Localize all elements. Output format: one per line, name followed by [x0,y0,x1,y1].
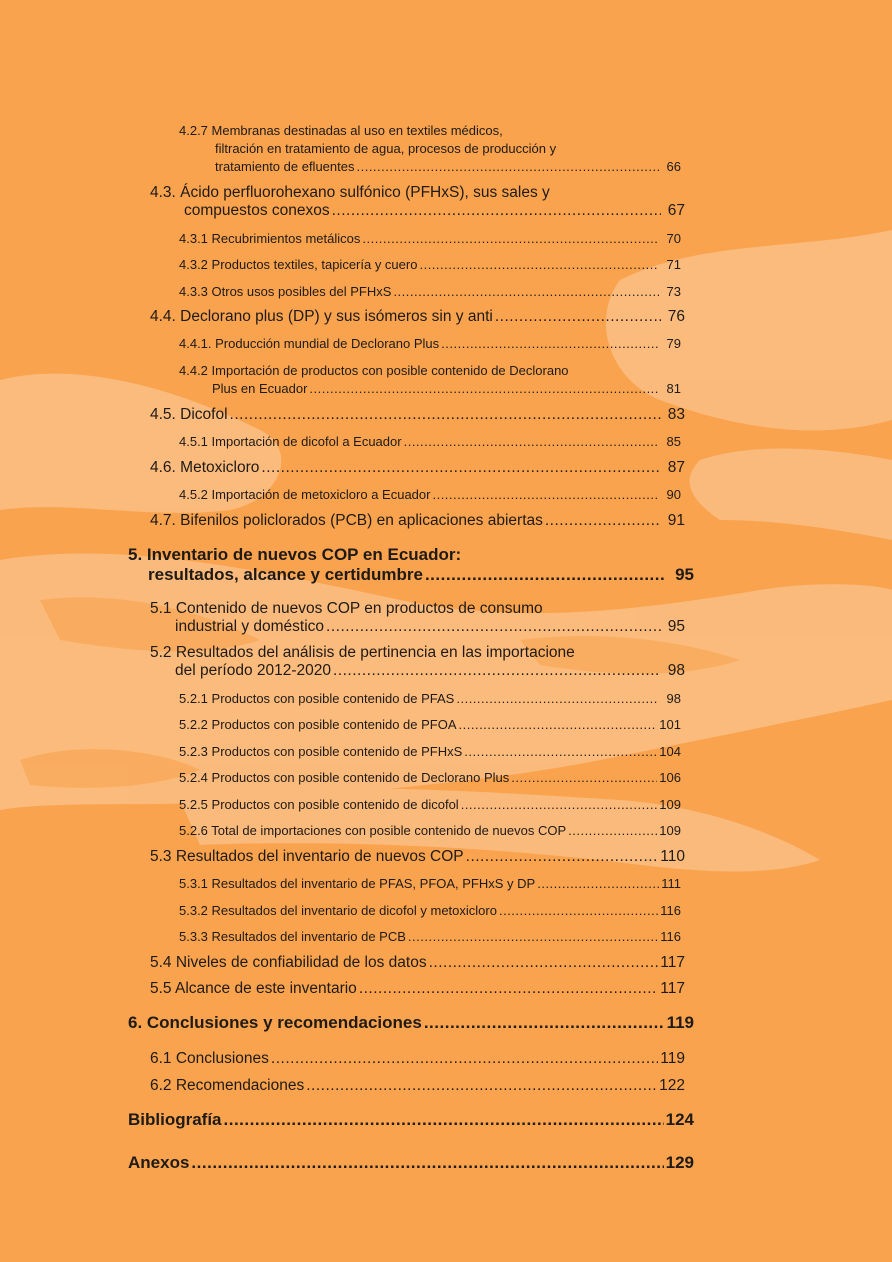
dot-leader [306,1077,657,1095]
toc-page-number: 95 [675,565,694,584]
dot-leader [419,256,659,274]
toc-title: 4.5.1 Importación de dicofol a Ecuador [179,434,402,449]
toc-entry-5-3-1[interactable] [179,875,681,893]
dot-leader [393,283,659,301]
toc-row [150,618,685,636]
toc-entry-5-3-2[interactable] [179,902,681,920]
toc-title: 5.5 Alcance de este inventario [150,980,357,997]
toc-title-line: 5. Inventario de nuevos COP en Ecuador: [128,545,462,564]
dot-leader [429,954,659,972]
toc-title: Bibliografía [128,1110,222,1129]
dot-leader [511,769,657,787]
toc-entry-4-4[interactable] [150,308,685,326]
toc-title-line: compuestos conexos [184,202,330,219]
toc-page-number: 110 [660,848,685,865]
toc-title: 4.4. Declorano plus (DP) y sus isómeros sin y anti [150,308,493,325]
toc-page-number: 129 [665,1153,694,1172]
toc-page-number: 117 [660,954,685,971]
toc-entry-4-3[interactable] [150,184,685,220]
toc-row [128,565,694,585]
toc-title: 5.4 Niveles de confiabilidad de los datos [150,954,427,971]
toc-entry-6[interactable] [128,1013,694,1033]
dot-leader [537,875,659,893]
toc-page-number: 90 [666,487,681,502]
toc-title: 5.2.1 Productos con posible contenido de PFAS [179,691,455,706]
toc-title: 5.3 Resultados del inventario de nuevos COP [150,848,464,865]
toc-title-line: tratamiento de efluentes [215,159,355,174]
toc-title: 5.3.3 Resultados del inventario de PCB [179,929,406,944]
toc-page-number: 116 [660,929,681,944]
dot-leader [191,1153,663,1173]
toc-page-number: 83 [667,406,685,423]
toc-title: 5.2.3 Productos con posible contenido de PFHxS [179,744,463,759]
toc-page-number: 122 [659,1077,685,1094]
toc-entry-5-3[interactable] [150,848,685,866]
dot-leader [432,486,659,504]
toc-page-number: 116 [660,903,681,918]
toc-title: 4.5.2 Importación de metoxicloro a Ecuador [179,487,431,502]
toc-page-number: 85 [666,434,681,449]
toc-page-number: 104 [659,744,681,759]
toc-title: 4.3.3 Otros usos posibles del PFHxS [179,284,392,299]
dot-leader [230,406,661,424]
dot-leader [459,716,658,734]
toc-entry-6-1[interactable] [150,1050,685,1068]
toc-title: 4.5. Dicofol [150,406,228,423]
dot-leader [271,1050,658,1068]
toc-page-number: 79 [666,336,681,351]
dot-leader [466,848,659,866]
toc-page-number: 119 [660,1050,685,1067]
dot-leader [495,308,661,326]
toc-number: 4.2.7 [179,123,208,138]
toc-page-number: 87 [667,459,685,476]
toc-title: 6. Conclusiones y recomendaciones [128,1013,422,1032]
toc-page-number: 117 [660,980,685,997]
toc-page-number: 106 [659,770,681,785]
toc-page-number: 71 [666,257,681,272]
toc-title: 5.2.2 Productos con posible contenido de PFOA [179,717,457,732]
toc-title-line: Membranas destinadas al uso en textiles médicos, [211,123,503,138]
toc-title-line: 5.1 Contenido de nuevos COP en productos de consumo [150,600,543,617]
toc-entry-5-2-6[interactable] [179,822,681,840]
toc-title-line: del período 2012-2020 [175,662,331,679]
toc-entry-5-4[interactable] [150,954,685,972]
toc-entry-4-3-1[interactable] [179,230,681,248]
toc-page-number: 81 [666,381,681,396]
toc-title: 4.3.1 Recubrimientos metálicos [179,231,361,246]
toc-entry-5-5[interactable] [150,980,685,998]
toc-title-line: 4.4.2 Importación de productos con posible contenido de Declorano [179,363,569,378]
toc-entry-5-2-1[interactable] [179,690,681,708]
toc-entry-4-2-7[interactable] [179,122,681,176]
toc-row [150,202,685,220]
toc-page-number: 111 [661,876,681,891]
toc-title: 4.7. Bifenilos policlorados (PCB) en aplicaciones abiertas [150,512,543,529]
toc-title-line: resultados, alcance y certidumbre [148,565,423,584]
dot-leader [404,433,659,451]
dot-leader [424,1013,664,1033]
toc-page-number: 66 [666,159,681,174]
toc-title: 5.2.5 Productos con posible contenido de dicofol [179,797,459,812]
toc-title-line: Ácido perfluorohexano sulfónico (PFHxS), sus sales y [180,184,550,201]
dot-leader [333,662,661,680]
toc-page-number: 98 [667,662,685,679]
toc-page-number: 76 [667,308,685,325]
toc-title-line: Plus en Ecuador [212,381,308,396]
toc-entry-4-5-1[interactable] [179,433,681,451]
toc-entry-4-6[interactable] [150,459,685,477]
toc-title-line: filtración en tratamiento de agua, procesos de producción y [215,141,557,156]
toc-page-number: 91 [667,512,685,529]
dot-leader [356,158,659,176]
toc-entry-4-4-2[interactable] [179,362,681,398]
toc-page-number: 73 [666,284,681,299]
toc-entry-5[interactable] [128,545,694,585]
toc-number: 4.3. [150,184,176,201]
dot-leader [359,980,658,998]
toc-entry-5-2-2[interactable] [179,716,681,734]
toc-page-number: 67 [667,202,685,219]
toc-row [179,158,681,176]
toc-entry-4-4-1[interactable] [179,335,681,353]
toc-entry-5-3-3[interactable] [179,928,681,946]
toc-title: 5.2.6 Total de importaciones con posible contenido de nuevos COP [179,823,567,838]
toc-entry-4-5[interactable] [150,406,685,424]
toc-row [179,380,681,398]
toc-entry-bibliografia[interactable] [128,1110,694,1130]
toc-page-number: 98 [666,691,681,706]
toc-title: 4.3.2 Productos textiles, tapicería y cuero [179,257,418,272]
dot-leader [545,512,661,530]
toc-row [150,662,685,680]
dot-leader [425,565,664,585]
dot-leader [362,230,659,248]
toc-page-number: 101 [659,717,681,732]
toc-title: 5.2.4 Productos con posible contenido de Declorano Plus [179,770,510,785]
toc-entry-5-2[interactable] [150,644,685,680]
toc-page-number: 124 [665,1110,694,1129]
dot-leader [461,796,658,814]
toc-page-number: 119 [666,1013,694,1032]
dot-leader [261,459,661,477]
toc-entry-5-2-4[interactable] [179,769,681,787]
toc-page-number: 109 [659,797,681,812]
toc-page-number: 70 [666,231,681,246]
dot-leader [499,902,658,920]
toc-entry-6-2[interactable] [150,1077,685,1095]
toc-page-number: 95 [667,618,685,635]
dot-leader [326,618,661,636]
toc-title: 5.3.2 Resultados del inventario de dicofol y metoxicloro [179,903,497,918]
toc-title: 6.1 Conclusiones [150,1050,269,1067]
dot-leader [464,743,657,761]
dot-leader [568,822,657,840]
toc-entry-5-2-5[interactable] [179,796,681,814]
dot-leader [309,380,659,398]
toc-page-number: 109 [659,823,681,838]
dot-leader [441,335,659,353]
toc-title-line: industrial y doméstico [175,618,325,635]
toc-title: 6.2 Recomendaciones [150,1077,305,1094]
toc-entry-5-2-3[interactable] [179,743,681,761]
dot-leader [456,690,659,708]
toc-title: 5.3.1 Resultados del inventario de PFAS, PFOA, PFHxS y DP [179,876,536,891]
toc-title: Anexos [128,1153,190,1172]
toc-entry-line-1 [179,122,681,140]
toc-entry-4-3-2[interactable] [179,256,681,274]
toc-entry-4-5-2[interactable] [179,486,681,504]
dot-leader [332,202,661,220]
toc-entry-4-3-3[interactable] [179,283,681,301]
toc-title-line: 5.2 Resultados del análisis de pertinencia en las importacione [150,644,575,661]
dot-leader [224,1110,664,1130]
toc-entry-anexos[interactable] [128,1153,694,1173]
toc-title: 4.6. Metoxicloro [150,459,260,476]
toc-entry-line-1 [150,184,685,202]
toc-entry-4-7[interactable] [150,512,685,530]
toc-entry-5-1[interactable] [150,600,685,636]
toc-title: 4.4.1. Producción mundial de Declorano Plus [179,336,440,351]
dot-leader [408,928,658,946]
